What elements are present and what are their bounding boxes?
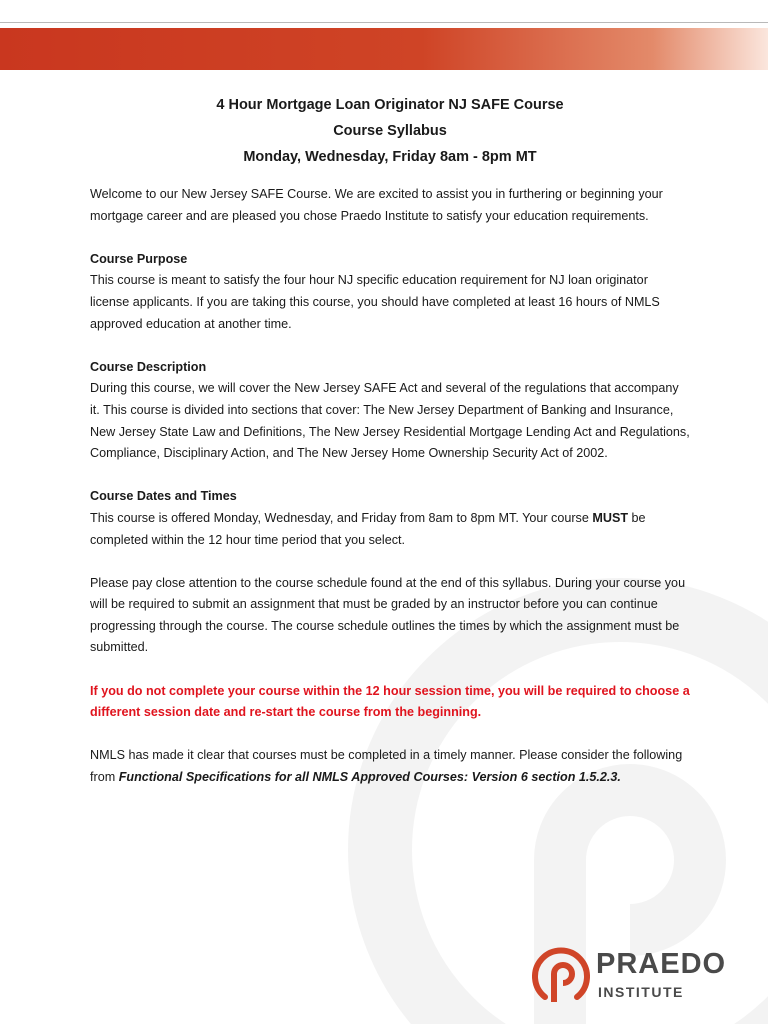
praedo-logo-icon bbox=[532, 944, 590, 1004]
praedo-logo bbox=[532, 944, 747, 1004]
top-rule bbox=[0, 22, 768, 23]
course-description-heading: Course Description bbox=[90, 359, 207, 374]
nmls-text bbox=[90, 745, 690, 788]
document-body bbox=[90, 92, 690, 810]
must-emphasis: MUST bbox=[592, 510, 629, 525]
schedule-note-paragraph bbox=[90, 573, 690, 659]
logo-name: PRAEDO bbox=[596, 948, 727, 980]
warning-paragraph bbox=[90, 681, 690, 724]
title-line-2: Course Syllabus bbox=[333, 123, 447, 139]
course-description-section bbox=[90, 357, 690, 465]
course-dates-text bbox=[90, 508, 690, 551]
intro-paragraph bbox=[90, 184, 690, 227]
course-purpose-section bbox=[90, 249, 690, 335]
course-dates-text-part1: This course is offered Monday, Wednesday, and Friday from 8am to 8pm MT. Your course bbox=[90, 510, 593, 525]
course-dates-heading: Course Dates and Times bbox=[90, 489, 237, 504]
nmls-paragraph bbox=[90, 745, 690, 788]
course-description-text: During this course, we will cover the New Jersey SAFE Act and several of the regulations that accompany it. This course is divided into sections that cover: The New Jersey Department of Banking and Insurance, New Jersey State Law and Definitions, The New Jersey Residential Mortgage Lending Act and Regulations, Compliance, Disciplinary Action, and The New Jersey Home Ownership Security Act of 2002. bbox=[90, 381, 690, 461]
course-dates-text-part2: be completed within the 12 hour time period that you select. bbox=[90, 510, 646, 547]
course-purpose-heading: Course Purpose bbox=[90, 251, 188, 266]
header-banner bbox=[0, 28, 768, 70]
title-line-3: Monday, Wednesday, Friday 8am - 8pm MT bbox=[243, 149, 537, 165]
course-dates-section bbox=[90, 486, 690, 551]
nmls-body: NMLS has made it clear that courses must be completed in a timely manner. Please consider the following from bbox=[90, 748, 683, 785]
course-purpose-text: This course is meant to satisfy the four hour NJ specific education requirement for NJ loan originator license applicants. If you are taking this course, you should have completed at least 16 hours of NMLS approved education at another time. bbox=[90, 273, 660, 331]
schedule-note-text: Please pay close attention to the course schedule found at the end of this syllabus. During your course you will be required to submit an assignment that must be graded by an instructor before you can continue progressing through the course. The course schedule outlines the times by which the assignment must be submitted. bbox=[90, 575, 686, 655]
intro-text: Welcome to our New Jersey SAFE Course. We are excited to assist you in furthering or beginning your mortgage career and are pleased you chose Praedo Institute to satisfy your education requirements. bbox=[90, 187, 663, 223]
title-line-1: 4 Hour Mortgage Loan Originator NJ SAFE Course bbox=[216, 97, 564, 113]
logo-subtitle: INSTITUTE bbox=[598, 984, 684, 1000]
warning-text: If you do not complete your course within the 12 hour session time, you will be required to choose a different session date and re-start the course from the beginning. bbox=[90, 683, 690, 720]
document-title bbox=[90, 92, 690, 170]
nmls-reference: Functional Specifications for all NMLS Approved Courses: Version 6 section 1.5.2.3. bbox=[118, 770, 621, 785]
